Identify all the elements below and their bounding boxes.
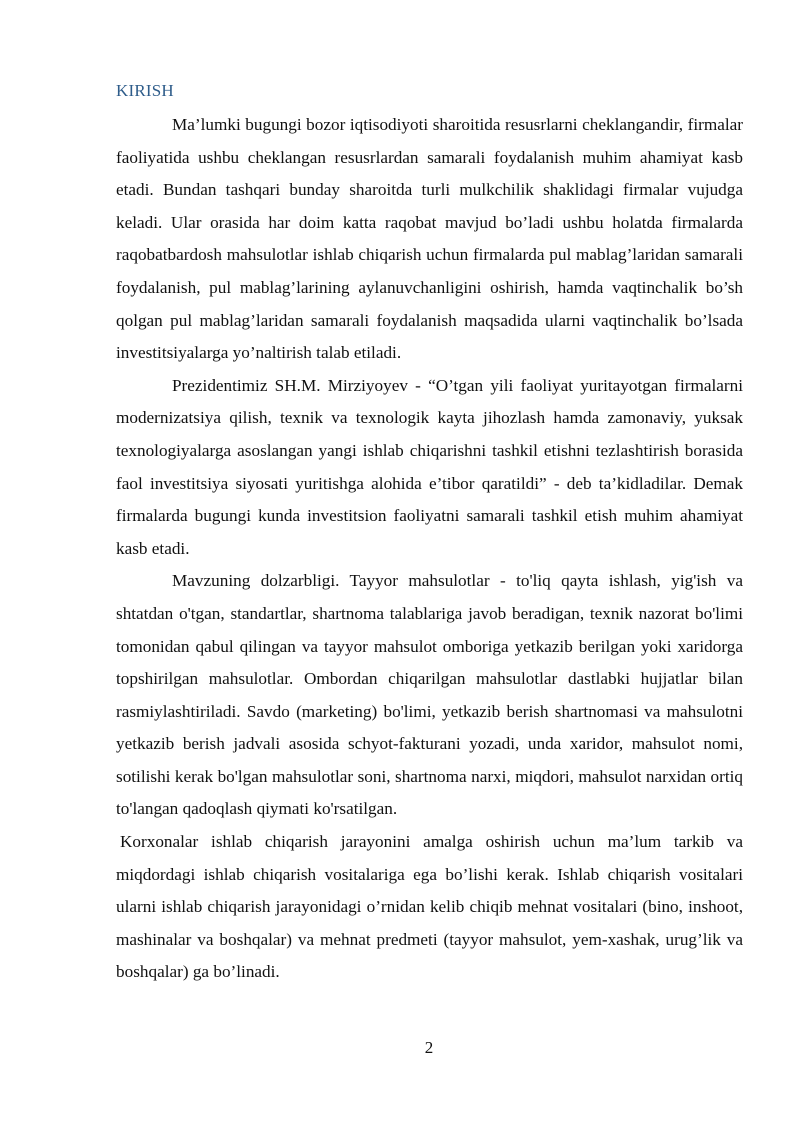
body-text [116, 109, 743, 989]
paragraph-introduction: Ma’lumki bugungi bozor iqtisodiyoti sharoitida resusrlarni cheklangandir, firmalar faoliyatida ushbu cheklangan resusrlardan samarali foydalanish muhim ahamiyat kasb etadi. Bundan tashqari bunday sharoitda turli mulkchilik shaklidagi firmalar vujudga keladi. Ular orasida har doim katta raqobat mavjud bo’ladi ushbu holatda firmalarda raqobatbardosh mahsulotlar ishlab chiqarish uchun firmalarda pul mablag’laridan samarali foydalanish, pul mablag’larining aylanuvchanligini oshirish, hamda vaqtinchalik bo’sh qolgan pul mablag’laridan samarali foydalanish maqsadida ularni vaqtinchalik bo’lsada investitsiyalarga yo’naltirish talab etiladi. [116, 115, 743, 363]
paragraph-topic-relevance: Mavzuning dolzarbligi. Tayyor mahsulotlar - to'liq qayta ishlash, yig'ish va shtatdan o'tgan, standartlar, shartnoma talablariga javob beradigan, texnik nazorat bo'limi tomonidan qabul qilingan va tayyor mahsulot omboriga yetkazib berilgan yoki xaridorga topshirilgan mahsulotlar. Ombordan chiqarilgan mahsulotlar dastlabki hujjatlar bilan rasmiylashtiriladi. Savdo (marketing) bo'limi, yetkazib berish shartnomasi va mahsulotni yetkazib berish jadvali asosida schyot-fakturani yozadi, unda xaridor, mahsulot nomi, sotilishi kerak bo'lgan mahsulotlar soni, shartnoma narxi, miqdori, mahsulot narxidan ortiq to'langan qadoqlash qiymati ko'rsatilgan. [116, 571, 743, 819]
paragraph-president-quote: Prezidentimiz SH.M. Mirziyoyev - “O’tgan yili faoliyat yuritayotgan firmalarni modernizatsiya qilish, texnik va texnologik kayta jihozlash hamda zamonaviy, yuksak texnologiyalarga asoslangan yangi ishlab chiqarishni tashkil etishni tezlashtirish borasida faol investitsiya siyosati yuritishga alohida e’tibor qaratildi” - deb ta’kidladilar. Demak firmalarda bugungi kunda investitsion faoliyatni samarali tashkil etish muhim ahamiyat kasb etadi. [116, 375, 743, 558]
page-number: 2 [424, 1038, 434, 1057]
section-heading: KIRISH [116, 81, 174, 100]
paragraph-production-means: Korxonalar ishlab chiqarish jarayonini amalga oshirish uchun ma’lum tarkib va miqdordagi ishlab chiqarish vositalariga ega bo’lishi kerak. Ishlab chiqarish vositalari ularni ishlab chiqarish jarayonidagi o’rnidan kelib chiqib mehnat vositalari (bino, inshoot, mashinalar va boshqalar) va mehnat predmeti (tayyor mahsulot, yem-xashak, urug’lik va boshqalar) ga bo’linadi. [116, 832, 743, 982]
